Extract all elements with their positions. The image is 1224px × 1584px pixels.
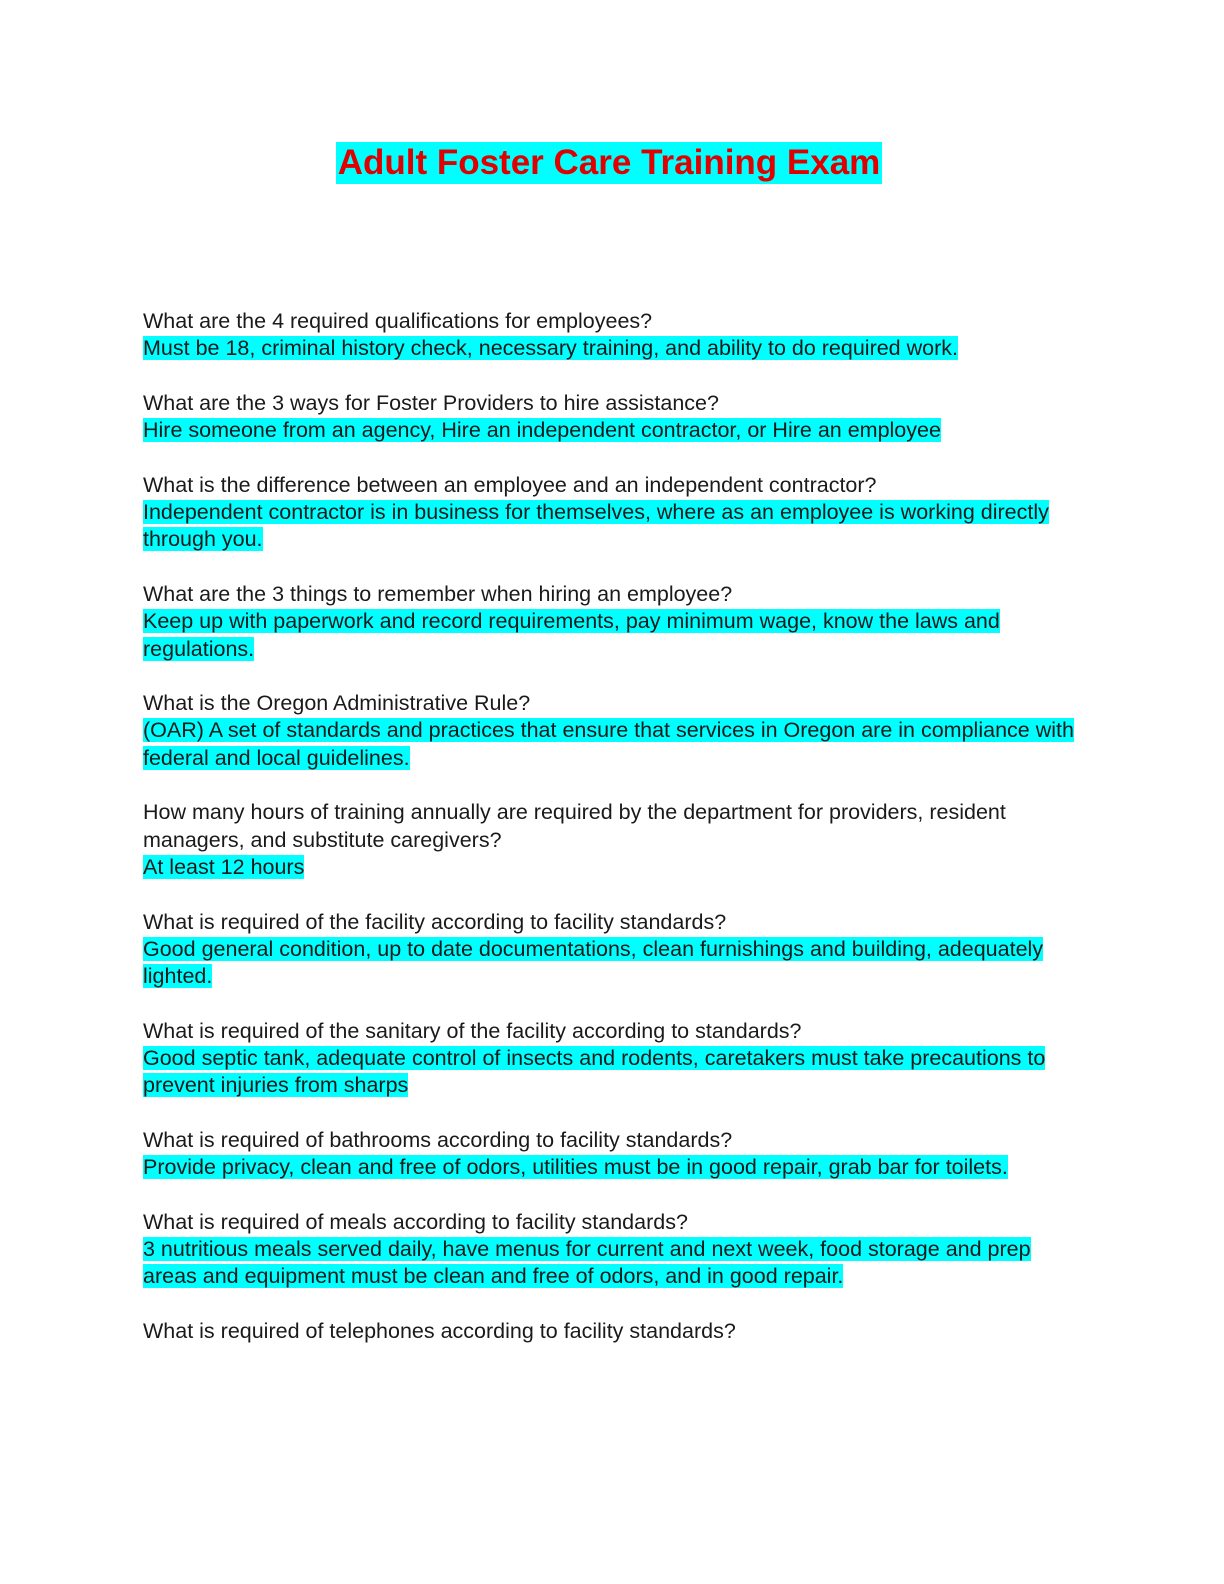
question-text: What are the 4 required qualifications for employees? — [143, 309, 653, 333]
question-text: What is required of bathrooms according to facility standards? — [143, 1127, 733, 1152]
qa-item — [143, 799, 1083, 881]
answer-text: (OAR) A set of standards and practices that ensure that services in Oregon are in compliance with federal and local guidelines. — [143, 718, 1074, 770]
question-text: What is required of the facility according to facility standards? — [143, 909, 727, 934]
qa-item — [143, 1127, 1083, 1182]
question-text: What is the Oregon Administrative Rule? — [143, 691, 531, 716]
question-text: What is required of the sanitary of the facility according to standards? — [143, 1018, 802, 1043]
qa-item — [143, 909, 1083, 991]
qa-item — [143, 581, 1083, 663]
qa-item — [143, 308, 1083, 363]
answer-text: Good septic tank, adequate control of insects and rodents, caretakers must take precautions to prevent injuries from sharps — [143, 1046, 1046, 1098]
qa-item — [143, 690, 1083, 772]
question-text: What are the 3 things to remember when hiring an employee? — [143, 581, 733, 606]
qa-item — [143, 1209, 1083, 1291]
qa-item — [143, 1018, 1083, 1100]
question-text: What is the difference between an employee and an independent contractor? — [143, 472, 877, 497]
qa-list — [143, 308, 1083, 1373]
answer-text: Independent contractor is in business for themselves, where as an employee is working directly through you. — [143, 500, 1049, 552]
answer-text: Must be 18, criminal history check, necessary training, and ability to do required work. — [143, 336, 958, 361]
qa-item — [143, 1318, 1083, 1345]
answer-text: Good general condition, up to date documentations, clean furnishings and building, adequately lighted. — [143, 936, 1044, 989]
answer-text: Keep up with paperwork and record requirements, pay minimum wage, know the laws and regulations. — [143, 609, 1000, 661]
answer-text: 3 nutritious meals served daily, have menus for current and next week, food storage and prep areas and equipment must be clean and free of odors, and in good repair. — [143, 1237, 1031, 1289]
answer-text: Provide privacy, clean and free of odors, utilities must be in good repair, grab bar for toilets. — [143, 1155, 1008, 1180]
question-text: What is required of telephones according to facility standards? — [143, 1318, 736, 1343]
question-text: How many hours of training annually are required by the department for providers, resident managers, and substitute caregivers? — [143, 800, 1006, 852]
qa-item — [143, 472, 1083, 554]
qa-item — [143, 390, 1083, 445]
page-title: Adult Foster Care Training Exam — [337, 143, 881, 182]
title-container — [0, 142, 1224, 184]
question-text: What are the 3 ways for Foster Providers to hire assistance? — [143, 390, 719, 415]
answer-text: At least 12 hours — [143, 854, 305, 879]
answer-text: Hire someone from an agency, Hire an independent contractor, or Hire an employee — [143, 418, 941, 443]
question-text: What is required of meals according to facility standards? — [143, 1209, 688, 1234]
